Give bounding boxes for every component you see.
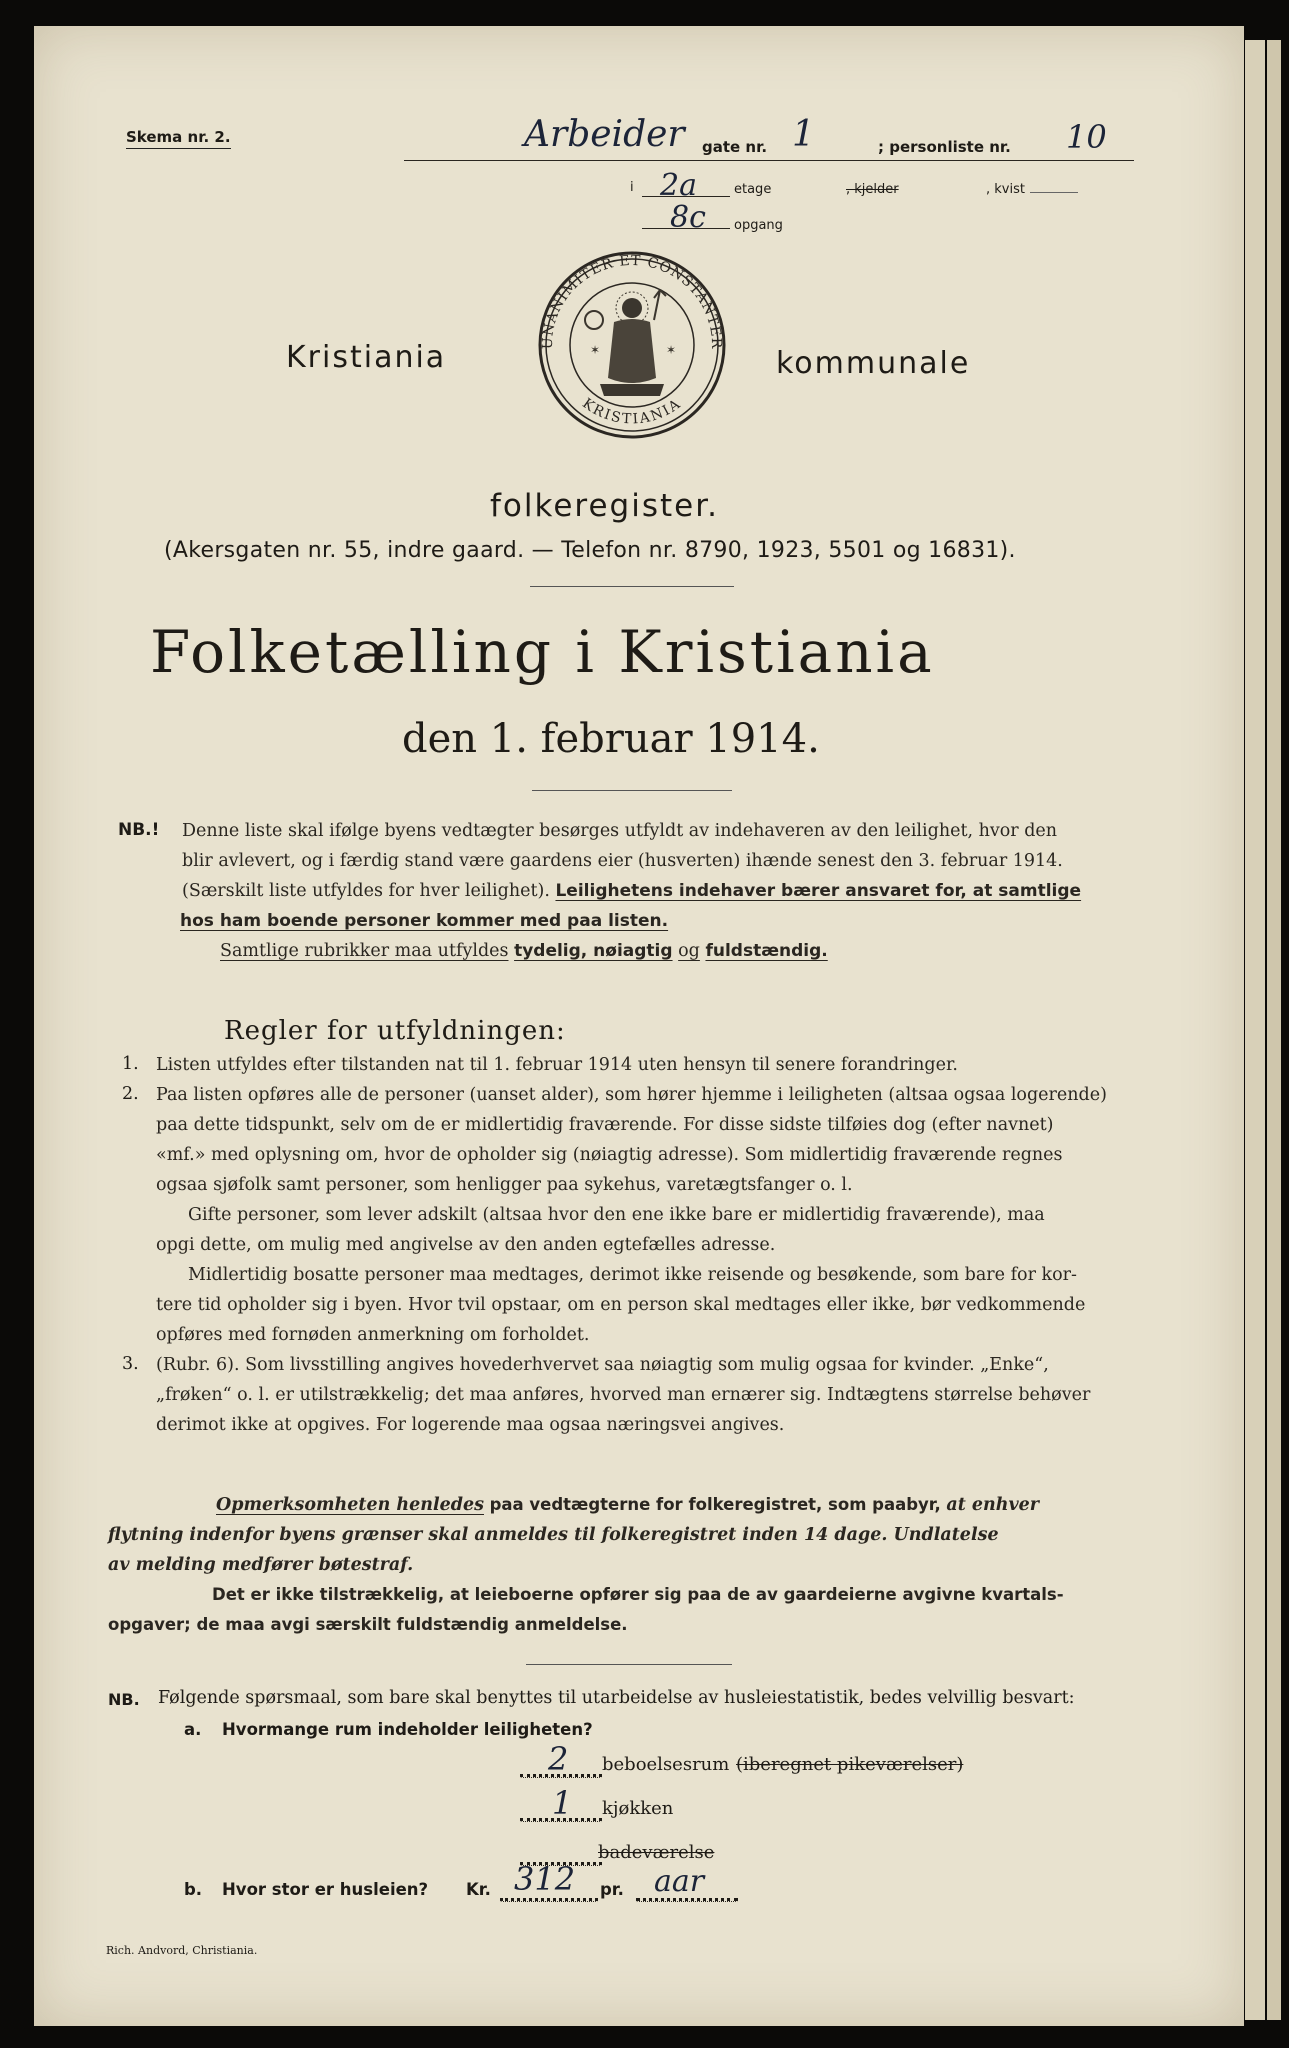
kitchen-label: kjøkken: [602, 1798, 674, 1819]
institution-address: (Akersgaten nr. 55, indre gaard. — Telefon nr. 8790, 1923, 5501 og 16831).: [164, 538, 1016, 563]
notice-line-2: flytning indenfor byens grænser skal anmeldes til folkeregistret inden 14 dage. Undlatelse: [108, 1525, 999, 1545]
rule-2-line-3: «mf.» med oplysning om, hvor de opholder sig (nøiagtig adresse). Som midlertidig fraværende regnes: [156, 1145, 1063, 1165]
opgang-handwritten: 8c: [670, 200, 706, 235]
page-edge-back: [1267, 40, 1281, 2020]
opgang-label: opgang: [734, 218, 783, 233]
kvist-line: [1030, 192, 1078, 193]
rule-2-line-8: tere tid opholder sig i byen. Hvor tvil opstaar, om en person skal medtages eller ikke, bør vedkommende: [156, 1295, 1086, 1315]
rent-handwritten: 312: [514, 1860, 576, 1898]
rent-line: [500, 1898, 598, 1902]
kr-label: Kr.: [466, 1880, 491, 1899]
gate-label: gate nr.: [702, 138, 768, 156]
street-line: [404, 160, 1134, 161]
divider-2: [532, 790, 732, 791]
kristiania-seal: [514, 250, 750, 440]
rule-3-line-3: derimot ikke at opgives. For logerende maa ogsaa næringsvei angives.: [156, 1415, 785, 1435]
rule-3-number: 3.: [122, 1354, 139, 1374]
etage-label: etage: [734, 182, 772, 197]
schema-number: Skema nr. 2.: [126, 128, 231, 149]
seal-star-right: ✶: [666, 343, 677, 357]
seal-wheel: [585, 311, 603, 329]
seal-star-left: ✶: [590, 343, 601, 357]
nb1-line-5d: fuldstændig.: [705, 941, 828, 961]
notice-line-4: Det er ikke tilstrækkelig, at leieboerne opfører sig paa de av gaardeierne avgivne kvartals-: [212, 1585, 1064, 1604]
personliste-label: ; personliste nr.: [878, 138, 1011, 156]
nb1-line-4: hos ham boende personer kommer med paa listen.: [180, 911, 669, 931]
rule-1-number: 1.: [122, 1054, 139, 1074]
notice-line-1a: Opmerksomheten henledes: [216, 1495, 484, 1515]
nb1-line-2: blir avlevert, og i færdig stand være gaardens eier (husverten) ihænde senest den 3. februar 1914.: [182, 851, 1063, 871]
question-a-text: Hvormange rum indeholder leiligheten?: [222, 1720, 593, 1739]
street-handwritten: Arbeider: [524, 114, 685, 155]
kitchen-handwritten: 1: [552, 1784, 573, 1822]
seal-figure-robe: [608, 319, 656, 383]
question-b-text: Hvor stor er husleien?: [222, 1880, 429, 1899]
nb1-line-3: [182, 876, 1081, 906]
question-a-label: a.: [184, 1720, 202, 1739]
notice-line-3: av melding medfører bøtestraf.: [108, 1555, 414, 1575]
per-label: pr.: [600, 1880, 624, 1899]
rule-2-line-1: Paa listen opføres alle de personer (uanset alder), som hører hjemme i leiligheten (altsaa ogsaa logerende): [156, 1085, 1107, 1105]
gate-number-handwritten: 1: [792, 114, 815, 155]
bath-label: badeværelse: [598, 1842, 715, 1863]
i-label: i: [630, 180, 634, 195]
seal-figure-base: [600, 384, 664, 396]
nb2-intro: Følgende spørsmaal, som bare skal benyttes til utarbeidelse av husleiestatistik, bedes velvillig besvart:: [158, 1688, 1075, 1708]
nb1-line-5a: Samtlige rubrikker maa utfyldes: [220, 941, 509, 961]
per-handwritten: aar: [654, 1864, 705, 1899]
personliste-handwritten: 10: [1066, 118, 1107, 156]
rule-2-line-5: Gifte personer, som lever adskilt (altsaa hvor den ene ikke bare er midlertidig fraværende), maa: [188, 1205, 1045, 1225]
divider-3: [526, 1664, 732, 1665]
notice-paragraph: [108, 1490, 1064, 1640]
kvist-label: , kvist: [986, 182, 1025, 197]
nb1-line-5c: og: [678, 941, 700, 961]
nb1-line-3b: Leilighetens indehaver bærer ansvaret for, at samtlige: [555, 881, 1082, 901]
notice-line-1: [216, 1490, 1064, 1520]
main-title: Folketælling i Kristiania: [150, 618, 935, 686]
rooms-label: beboelsesrum: [602, 1754, 730, 1775]
institution-folkeregister: folkeregister.: [490, 488, 719, 524]
seal-figure-head: [622, 298, 642, 318]
nb1-label: NB.!: [118, 820, 160, 840]
rule-2-line-9: opføres med fornøden anmerkning om forholdet.: [156, 1325, 590, 1345]
title-date: den 1. februar 1914.: [402, 716, 820, 762]
notice-line-1c: at enhver: [946, 1495, 1039, 1515]
rule-3-line-1: (Rubr. 6). Som livsstilling angives hovederhvervet saa nøiagtig som mulig ogsaa for kvinder. „Enke“,: [156, 1355, 1049, 1375]
institution-right: kommunale: [776, 346, 971, 381]
rooms-handwritten: 2: [548, 1740, 569, 1778]
nb1-paragraph: [182, 816, 1081, 966]
rule-2-number: 2.: [122, 1084, 139, 1104]
notice-line-5: opgaver; de maa avgi særskilt fuldstændig anmeldelse.: [108, 1615, 628, 1634]
etage-handwritten: 2a: [660, 168, 697, 203]
rule-2-line-6: opgi dette, om mulig med angivelse av den anden egtefælles adresse.: [156, 1235, 776, 1255]
rules-body: [156, 1050, 1107, 1440]
seal-top-text: UNANIMITER ET CONSTANTER: [539, 252, 725, 350]
rule-2-line-2: paa dette tidspunkt, selv om de er midlertidig fraværende. For disse sidste tilføies dog (efter navnet): [156, 1115, 1054, 1135]
nb1-line-5: [220, 936, 1081, 966]
rule-2-line-7: Midlertidig bosatte personer maa medtages, derimot ikke reisende og besøkende, som bare for kor-: [188, 1265, 1077, 1285]
seal-figure-wheat: [654, 290, 666, 320]
nb1-line-1: Denne liste skal ifølge byens vedtægter besørges utfyldt av indehaveren av den leilighet, hvor den: [182, 821, 1058, 841]
kjelder-label: , kjelder: [846, 182, 899, 197]
question-b-label: b.: [184, 1880, 203, 1899]
page-edge: [1245, 40, 1265, 2020]
seal-bottom-text: KRISTIANIA: [579, 395, 685, 428]
notice-line-1b: paa vedtægterne for folkeregistret, som paabyr,: [489, 1495, 941, 1514]
rule-3-line-2: „frøken“ o. l. er utilstrækkelig; det maa anføres, hvorved man ernærer sig. Indtægtens størrelse behøver: [156, 1385, 1091, 1405]
divider-1: [530, 586, 734, 587]
nb1-line-3a: (Særskilt liste utfyldes for hver leilighet).: [182, 881, 550, 901]
printer-credit: Rich. Andvord, Christiania.: [106, 1944, 258, 1957]
rules-heading: Regler for utfyldningen:: [224, 1016, 566, 1046]
rule-1-text: Listen utfyldes efter tilstanden nat til 1. februar 1914 uten hensyn til senere forandringer.: [156, 1055, 958, 1075]
rule-2-line-4: ogsaa sjøfolk samt personer, som henligger paa sykehus, varetægtsfanger o. l.: [156, 1175, 853, 1195]
institution-left: Kristiania: [286, 340, 447, 375]
nb1-line-5b: tydelig, nøiagtig: [514, 941, 673, 961]
nb2-label: NB.: [108, 1690, 140, 1709]
rooms-struck-note: (iberegnet pikeværelser): [736, 1754, 964, 1775]
